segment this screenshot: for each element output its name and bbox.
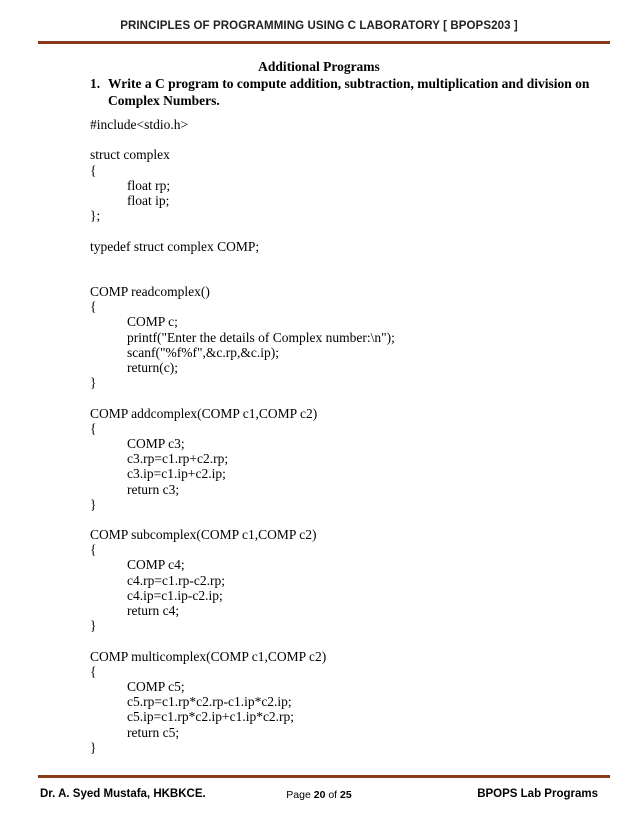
code-line xyxy=(90,132,610,147)
code-line: { xyxy=(90,162,97,178)
page-current: 20 xyxy=(313,789,326,801)
code-line: c4.rp=c1.rp-c2.rp; xyxy=(127,572,225,588)
code-line: return c3; xyxy=(127,481,180,497)
code-line: { xyxy=(90,420,97,436)
code-line: } xyxy=(90,496,97,512)
code-line: typedef struct complex COMP; xyxy=(90,238,260,254)
code-line xyxy=(90,269,610,284)
code-line: { xyxy=(90,663,97,679)
page-total: 25 xyxy=(340,789,352,801)
code-line: } xyxy=(90,375,97,391)
footer-author: Dr. A. Syed Mustafa, HKBKCE. xyxy=(40,788,206,800)
code-line: }; xyxy=(90,208,101,224)
code-line: COMP c4; xyxy=(127,557,185,573)
code-line: c3.rp=c1.rp+c2.rp; xyxy=(127,451,229,467)
page-prefix: Page xyxy=(286,789,314,801)
code-line: #include<stdio.h> xyxy=(90,117,189,132)
code-line: { xyxy=(90,542,97,558)
code-line: COMP addcomplex(COMP c1,COMP c2) xyxy=(90,405,318,421)
page-header-title: PRINCIPLES OF PROGRAMMING USING C LABORATORY [ BPOPS203 ] xyxy=(120,20,518,32)
question-1 xyxy=(90,75,590,109)
code-line: float ip; xyxy=(127,192,170,208)
question-number: 1. xyxy=(90,76,101,91)
code-line: c4.ip=c1.ip-c2.ip; xyxy=(127,587,223,603)
code-line: c5.rp=c1.rp*c2.rp-c1.ip*c2.ip; xyxy=(127,694,292,710)
code-line: struct complex xyxy=(90,147,170,163)
code-line: return c4; xyxy=(127,603,180,618)
code-line xyxy=(90,223,610,238)
code-line xyxy=(90,254,610,269)
code-line: COMP c5; xyxy=(127,678,185,694)
footer-rule xyxy=(38,775,610,778)
section-title: Additional Programs xyxy=(258,59,380,74)
code-line: } xyxy=(90,739,97,755)
question-text-1: Write a C program to compute addition, subtraction, multiplication and division on xyxy=(108,76,590,91)
code-line xyxy=(90,390,610,405)
code-line: float rp; xyxy=(127,177,171,193)
code-line: COMP c3; xyxy=(127,435,185,451)
code-line xyxy=(90,633,610,648)
code-line: scanf("%f%f",&c.rp,&c.ip); xyxy=(127,344,279,360)
code-line: COMP readcomplex() xyxy=(90,284,210,300)
question-text-2: Complex Numbers. xyxy=(108,93,220,108)
code-line: COMP subcomplex(COMP c1,COMP c2) xyxy=(90,527,317,543)
code-line: { xyxy=(90,299,97,315)
question-line-1 xyxy=(90,75,590,92)
code-line: } xyxy=(90,618,97,634)
code-line: COMP multicomplex(COMP c1,COMP c2) xyxy=(90,648,327,664)
code-line: c5.ip=c1.rp*c2.ip+c1.ip*c2.rp; xyxy=(127,709,295,725)
page-of: of xyxy=(325,789,341,801)
header-rule xyxy=(38,41,610,44)
code-line: return(c); xyxy=(127,360,178,375)
code-line: printf("Enter the details of Complex number:\n"); xyxy=(127,329,395,345)
code-line xyxy=(90,512,610,527)
code-line: c3.ip=c1.ip+c2.ip; xyxy=(127,466,226,482)
footer-course: BPOPS Lab Programs xyxy=(477,788,598,800)
code-line: COMP c; xyxy=(127,314,178,330)
code-line: return c5; xyxy=(127,724,180,740)
code-block xyxy=(90,117,610,755)
